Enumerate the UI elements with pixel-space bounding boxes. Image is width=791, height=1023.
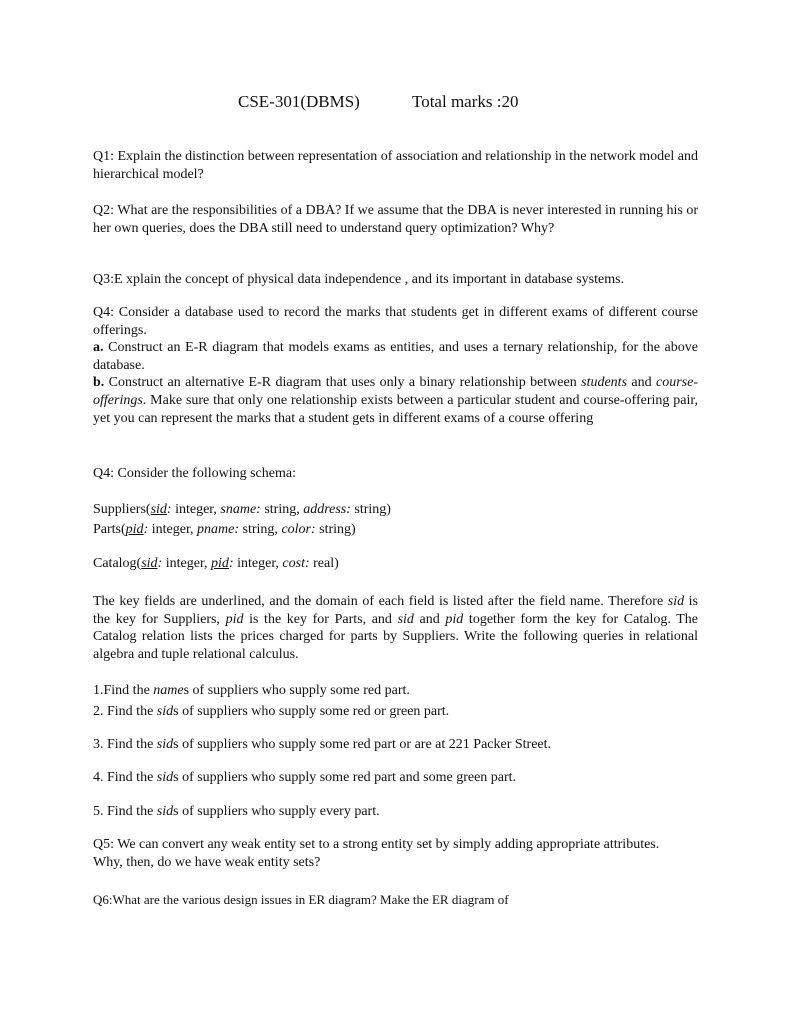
para-text: is the key for Suppliers,	[93, 594, 698, 627]
question-6: Q6:What are the various design issues in ER diagram? Make the ER diagram of	[93, 892, 509, 907]
key-field-pid: pid	[211, 556, 229, 571]
query-term: sid	[156, 704, 174, 719]
key-fields-paragraph	[93, 593, 698, 663]
para-text: is the key for Parts, and	[243, 611, 398, 627]
query-5	[93, 803, 380, 820]
colon: :	[157, 556, 163, 571]
para-text: and	[413, 611, 446, 627]
query-text: s of suppliers who supply some red part.	[183, 683, 410, 698]
query-1	[93, 682, 410, 699]
type-text: integer,	[148, 522, 198, 537]
key-field-pid: pid	[125, 522, 144, 537]
query-text: 1.Find the	[93, 683, 154, 698]
part-b-and: and	[627, 375, 656, 391]
term-pid: pid	[445, 611, 464, 627]
key-field-sid: sid	[141, 556, 158, 571]
colon: :	[166, 502, 172, 517]
part-b-label: b.	[93, 375, 105, 391]
field-color: color:	[281, 522, 316, 537]
type-text: integer,	[233, 556, 283, 571]
field-address: address:	[303, 502, 351, 517]
key-field-sid: sid	[150, 502, 167, 517]
query-text: s of suppliers who supply some red or green part.	[173, 704, 450, 719]
type-text: string)	[350, 502, 391, 517]
relation-name: Suppliers(	[93, 502, 151, 517]
query-term: sid	[156, 737, 174, 752]
question-4-intro: Q4: Consider a database used to record the marks that students get in different exams of different course offerings.	[93, 305, 698, 338]
query-term: sid	[156, 804, 174, 819]
part-a-text: Construct an E-R diagram that models exams as entities, and uses a ternary relationship, for the above database.	[93, 340, 698, 373]
course-code: CSE-301(DBMS)	[238, 92, 360, 111]
part-a-label: a.	[93, 340, 104, 356]
schema-suppliers	[93, 501, 391, 518]
query-text: s of suppliers who supply every part.	[173, 804, 380, 819]
question-4-schema-intro: Q4: Consider the following schema:	[93, 466, 296, 481]
query-text: s of suppliers who supply some red part and some green part.	[173, 770, 517, 785]
total-marks: Total marks :20	[412, 92, 519, 111]
type-text: integer,	[162, 556, 212, 571]
para-text: The key fields are underlined, and the domain of each field is listed after the field name. Therefore	[93, 594, 668, 609]
para-text: together form the key for Catalog. The Catalog relation lists the prices charged for parts by Suppliers. Write the following queries in relational algebra and tuple relational calculus.	[93, 611, 698, 662]
part-b-students: students	[581, 375, 628, 391]
term-sid: sid	[667, 594, 685, 609]
schema-parts	[93, 521, 356, 538]
schema-catalog	[93, 555, 339, 572]
page-header	[0, 92, 791, 116]
question-3: Q3:E xplain the concept of physical data independence , and its important in database systems.	[93, 272, 625, 287]
part-b-text-cont: . Make sure that only one relationship exists between a particular student and course-offering pair, yet you can represent the marks that a student gets in different exams of a course offering	[93, 392, 698, 426]
type-text: real)	[309, 556, 339, 571]
query-text: 2. Find the	[93, 704, 157, 719]
query-text: 4. Find the	[93, 770, 157, 785]
query-3	[93, 736, 551, 753]
type-text: string)	[315, 522, 356, 537]
query-2	[93, 703, 449, 720]
relation-name: Parts(	[93, 522, 126, 537]
colon: :	[143, 522, 149, 537]
query-4	[93, 769, 516, 786]
colon: :	[228, 556, 234, 571]
relation-name: Catalog(	[93, 556, 142, 571]
type-text: string,	[260, 502, 304, 517]
question-2: Q2: What are the responsibilities of a DBA? If we assume that the DBA is never interested in running his or her own queries, does the DBA still need to understand query optimization? Why?	[93, 203, 698, 236]
part-b-text: Construct an alternative E-R diagram that uses only a binary relationship between	[104, 375, 582, 391]
type-text: string,	[239, 522, 282, 537]
question-1: Q1: Explain the distinction between representation of association and relationship in the network model and hierarchical model?	[93, 149, 698, 182]
term-sid: sid	[397, 611, 414, 627]
field-pname: pname:	[197, 522, 240, 537]
question-5: Q5: We can convert any weak entity set to a strong entity set by simply adding appropriate attributes. Why, then, do we have weak entity sets?	[93, 837, 660, 870]
query-text: s of suppliers who supply some red part or are at 221 Packer Street.	[173, 737, 552, 752]
term-pid: pid	[225, 611, 244, 627]
part-b-course-offerings: course-offerings	[93, 375, 698, 408]
query-text: 5. Find the	[93, 804, 157, 819]
query-text: 3. Find the	[93, 737, 157, 752]
question-4-er	[93, 304, 698, 427]
query-term: name	[153, 683, 184, 698]
field-sname: sname:	[220, 502, 261, 517]
query-term: sid	[156, 770, 174, 785]
type-text: integer,	[171, 502, 221, 517]
field-cost: cost:	[282, 556, 310, 571]
